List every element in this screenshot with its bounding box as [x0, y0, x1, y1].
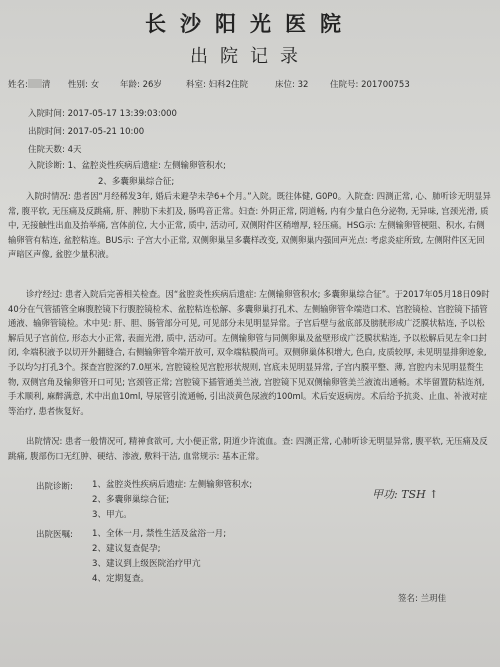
- discharge-order-item: 2、建议复查促孕;: [92, 544, 161, 554]
- discharge-diagnosis-item: 1、盆腔炎性疾病后遗症: 左侧输卵管积水;: [92, 480, 253, 490]
- patient-name-label: 姓名:: [8, 80, 28, 90]
- treatment-course-paragraph: 诊疗经过: 患者入院后完善相关检查。因“盆腔炎性疾病后遗症: 左侧输卵管积水; 多囊卵巢综合征”。于2017年05月18日09时40分在气管插管全麻腹腔镜下行腹腔镜检术、盆腔粘连松解、多囊卵巢打孔术、左侧输卵管伞端造口术、宫腔镜检、宫腔镜下插管通液、输卵管镜检。术中见: 肝、胆、肠管部分可见, 可见部分未见明显异常。子宫后壁与盆底部及膀胱形成广泛膜状粘连, 予以松解后见子宫前位, 形态大小正常, 表面光滑, 质中, 活动可。左侧输卵管与同侧卵巢及盆壁形成广泛膜状粘连, 予以松解后见左伞口封闭, 伞端积液予以切开外翻缝合, 右侧输卵管伞端开放可, 双伞端粘膜尚可。双侧卵巢体积增大, 色白, 皮质较厚, 未见明显排卵迹象, 予以均匀打孔3个。探查宫腔深约7.0厘米, 宫腔镜检见宫腔形状规则, 宫底未见明显异常, 子宫内膜平整、薄, 宫腔内未见明显赘生物, 双侧宫角及输卵管开口可见; 宫颈管正常; 宫腔镜下插管通美兰液, 宫腔镜下见双侧输卵管美兰液流出通畅。术毕留置防粘连剂, 手术顺利, 麻醉满意, 术中出血10ml, 导尿管引流通畅, 引出淡黄色尿液约100ml。术后安返病房。术后给予抗炎、止血、补液对症等治疗, 患者恢复好。: [8, 289, 490, 416]
- discharge-status-paragraph: 出院情况: 患者一般情况可, 精神食欲可, 大小便正常, 阴道少许流血。查: 四测正常, 心肺听诊无明显异常, 腹平软, 无压痛及反跳痛, 腹部伤口无红肿、硬结、渗液, 敷料干洁, 血常规示: 基本正常。: [8, 436, 488, 461]
- document-title: 出院记录: [190, 46, 310, 67]
- patient-gender: 性别: 女: [68, 80, 100, 90]
- patient-name-visible: 清: [41, 80, 51, 90]
- signature-label: 签名: 兰玥佳: [398, 594, 447, 604]
- discharge-order-item: 4、定期复查。: [92, 574, 150, 584]
- discharge-order-item: 3、建议到上级医院治疗甲亢: [92, 559, 201, 569]
- patient-name: [8, 78, 50, 90]
- handwritten-note: 甲功: TSH ↑: [372, 488, 439, 501]
- discharge-diagnosis-label: 出院诊断:: [36, 482, 73, 492]
- admit-time: 入院时间: 2017-05-17 13:39:03:000: [28, 109, 177, 119]
- admit-diagnosis-line-1: 入院诊断: 1、盆腔炎性疾病后遗症: 左侧输卵管积水;: [28, 161, 226, 171]
- discharge-diagnosis-item: 3、甲亢。: [92, 510, 132, 520]
- patient-age: 年龄: 26岁: [120, 80, 162, 90]
- patient-department: 科室: 妇科2住院: [186, 80, 248, 90]
- discharge-time: 出院时间: 2017-05-21 10:00: [28, 127, 145, 137]
- discharge-order-item: 1、全休一月, 禁性生活及盆浴一月;: [92, 529, 227, 539]
- admit-diagnosis-line-2: 2、多囊卵巢综合征;: [98, 177, 175, 187]
- admission-number: 住院号: 201700753: [330, 80, 410, 90]
- patient-bed: 床位: 32: [275, 80, 309, 90]
- redacted-name-block: [28, 79, 42, 88]
- discharge-diagnosis-item: 2、多囊卵巢综合征;: [92, 495, 170, 505]
- hospital-name: 长沙阳光医院: [145, 11, 355, 36]
- discharge-diagnosis-list: [92, 478, 252, 523]
- discharge-orders-label: 出院医嘱:: [36, 530, 73, 540]
- discharge-orders-list: [92, 527, 226, 587]
- admission-situation-paragraph: 入院时情况: 患者因“月经稀发3年, 婚后未避孕未孕6+个月。”入院。既往体健, G0P0。入院查: 四测正常, 心、肺听诊无明显异常, 腹平软, 无压痛及反跳痛, 肝、脾肋下未扪及, 肠鸣音正常。妇查: 外阴正常, 阴道畅, 内有少量白色分泌物, 无异味, 宫颈光滑, 质中, 无接触性出血及抬举痛, 宫体前位, 大小正常, 质中, 活动可, 双侧附件区稍增厚, 轻压痛。HSG示: 左侧输卵管梗阻、积水, 右侧输卵管有粘连, 盆腔粘连。BUS示: 子宫大小正常, 双侧卵巢呈多囊样改变, 双侧卵巢内强回声光点: 考虑炎症所致, 左侧附件区无回声暗区声像, 盆腔少量积液。: [8, 191, 491, 260]
- stay-days: 住院天数: 4天: [28, 145, 82, 155]
